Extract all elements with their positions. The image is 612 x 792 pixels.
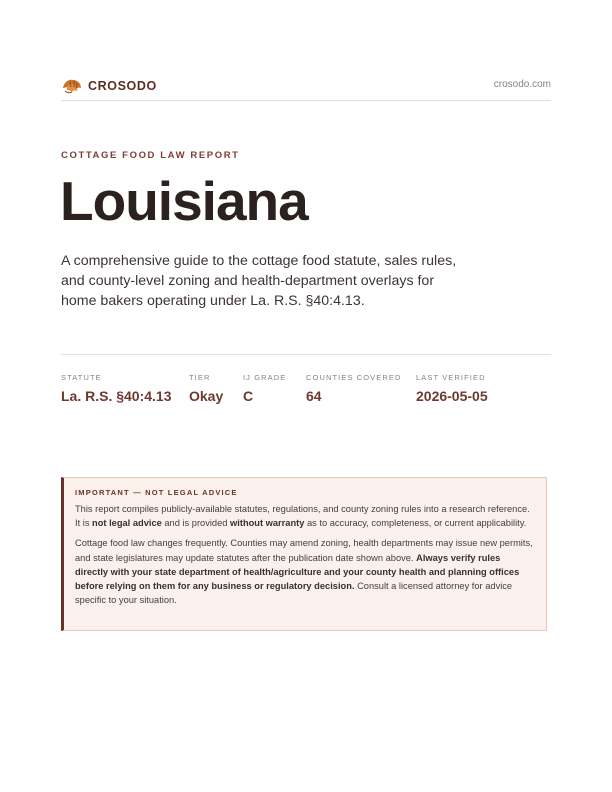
site-url-link[interactable]: crosodo.com — [493, 79, 551, 90]
croissant-icon — [61, 76, 83, 96]
notice-emphasis: Always verify rules directly with your state department of health/agriculture and your county health and planning offices before relying on them for any business or regulatory decision. — [75, 552, 520, 592]
stat-value: C — [243, 388, 254, 404]
stat-ij-grade — [243, 373, 286, 404]
notice-text: as to accuracy, completeness, or current applicability. — [304, 518, 527, 529]
notice-emphasis: without warranty — [230, 518, 305, 529]
stat-statute — [61, 373, 172, 404]
brand-name: CROSODO — [88, 79, 157, 93]
stat-last-verified — [416, 373, 488, 404]
page-title: Louisiana — [60, 170, 308, 232]
stat-tier — [189, 373, 223, 404]
stat-value: Okay — [189, 388, 224, 404]
stat-label: TIER — [189, 373, 211, 382]
stat-label: LAST VERIFIED — [416, 373, 486, 382]
stat-value: La. R.S. §40:4.13 — [61, 388, 172, 404]
stat-value: 64 — [306, 388, 322, 404]
page-header — [61, 74, 551, 101]
notice-text: Consult a licensed attorney for advice specific to your situation. — [75, 581, 513, 606]
notice-emphasis: not legal advice — [92, 518, 162, 529]
brand[interactable] — [61, 76, 157, 96]
stat-value: 2026-05-05 — [416, 388, 488, 404]
notice-paragraph-2 — [75, 536, 534, 607]
stat-label: COUNTIES COVERED — [306, 373, 402, 382]
report-lede: A comprehensive guide to the cottage food statute, sales rules, and county-level zoning and health-department overlays for home bakers operating under La. R.S. §40:4.13. — [61, 253, 457, 309]
stat-counties-covered — [306, 373, 402, 404]
notice-heading: IMPORTANT — NOT LEGAL ADVICE — [75, 488, 238, 497]
notice-paragraph-1 — [75, 502, 534, 530]
legal-notice — [61, 477, 547, 631]
stats-row — [61, 354, 551, 415]
stat-label: STATUTE — [61, 373, 102, 382]
stat-label: IJ GRADE — [243, 373, 287, 382]
notice-text: and is provided — [161, 518, 231, 529]
report-eyebrow: COTTAGE FOOD LAW REPORT — [61, 150, 240, 161]
notice-text: This report compiles publicly-available statutes, regulations, and county zoning rules into a research reference. It is — [75, 504, 530, 529]
notice-text: Cottage food law changes frequently. Counties may amend zoning, health departments may issue new permits, and state legislatures may update statutes after the publication date shown above. — [75, 538, 533, 563]
